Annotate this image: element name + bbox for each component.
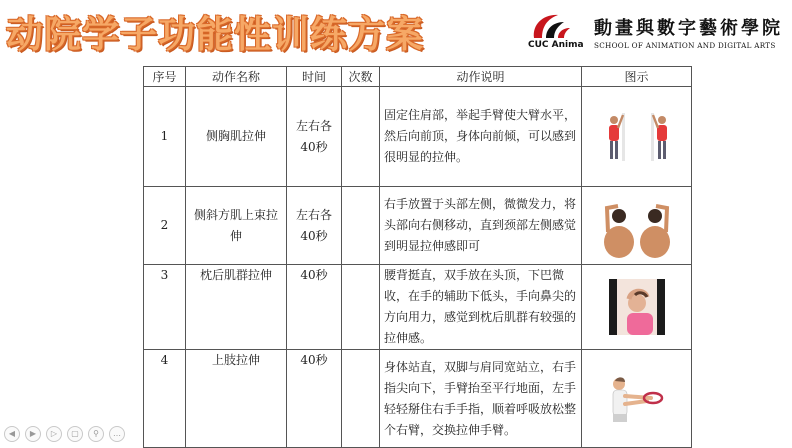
school-name-en: SCHOOL OF ANIMATION AND DIGITAL ARTS xyxy=(594,41,776,50)
exercise-time: 左右各 40秒 xyxy=(287,187,342,265)
chest-stretch-icon xyxy=(600,109,674,165)
exercise-description: 身体站直，双脚与肩同宽站立，右手指尖向下，手臂抬至平行地面，左手轻轻掰住右手手指，顺着呼吸放松整个右臂，交换拉伸手臂。 xyxy=(380,350,582,448)
exercise-description: 右手放置于头部左侧，微微发力，将头部向右侧移动，直到颈部左侧感觉到明显拉伸感即可 xyxy=(380,187,582,265)
table-row xyxy=(144,187,692,265)
school-name-cn: 動畫與數字藝術學院 xyxy=(594,18,783,39)
zoom-icon[interactable]: ⚲ xyxy=(88,426,104,442)
cuc-anima-logo-icon xyxy=(530,12,574,42)
row-number: 2 xyxy=(144,187,186,265)
exercise-illustration xyxy=(582,187,692,265)
exercise-time: 40秒 xyxy=(287,350,342,448)
training-table xyxy=(143,66,692,448)
row-number: 4 xyxy=(144,350,186,448)
exercise-name: 枕后肌群拉伸 xyxy=(186,265,287,350)
playback-toolbar xyxy=(4,426,125,442)
forearm-stretch-icon xyxy=(607,374,667,424)
exercise-illustration xyxy=(582,350,692,448)
row-number: 3 xyxy=(144,265,186,350)
more-icon[interactable]: … xyxy=(109,426,125,442)
exercise-name: 上肢拉伸 xyxy=(186,350,287,448)
next-icon[interactable]: ▷ xyxy=(46,426,62,442)
copy-icon[interactable]: ▢ xyxy=(67,426,83,442)
play-icon[interactable]: ▶ xyxy=(25,426,41,442)
header-reps: 次数 xyxy=(342,67,380,87)
header-number: 序号 xyxy=(144,67,186,87)
prev-icon[interactable]: ◀ xyxy=(4,426,20,442)
exercise-description: 腰背挺直，双手放在头顶，下巴微收，在手的辅助下低头，手向鼻尖的方向用力，感觉到枕后肌群有较强的拉伸感。 xyxy=(380,265,582,350)
school-logo xyxy=(528,12,786,54)
table-header-row xyxy=(144,67,692,87)
trapezius-stretch-icon xyxy=(602,194,672,258)
exercise-name: 侧胸肌拉伸 xyxy=(186,87,287,187)
row-number: 1 xyxy=(144,87,186,187)
exercise-illustration xyxy=(582,87,692,187)
exercise-reps xyxy=(342,265,380,350)
table-row xyxy=(144,87,692,187)
suboccipital-stretch-icon xyxy=(609,279,665,335)
exercise-reps xyxy=(342,87,380,187)
exercise-illustration xyxy=(582,265,692,350)
exercise-time: 左右各 40秒 xyxy=(287,87,342,187)
exercise-description: 固定住肩部，举起手臂使大臂水平，然后向前顶，身体向前倾，可以感到很明显的拉伸。 xyxy=(380,87,582,187)
table-row xyxy=(144,350,692,448)
header-name: 动作名称 xyxy=(186,67,287,87)
table-row xyxy=(144,265,692,350)
exercise-reps xyxy=(342,187,380,265)
exercise-time: 40秒 xyxy=(287,265,342,350)
exercise-reps xyxy=(342,350,380,448)
exercise-name: 侧斜方肌上束拉伸 xyxy=(186,187,287,265)
header-time: 时间 xyxy=(287,67,342,87)
header-illustration: 图示 xyxy=(582,67,692,87)
header-description: 动作说明 xyxy=(380,67,582,87)
slide-title: 动院学子功能性训练方案 xyxy=(6,13,424,56)
logo-cuc-text: CUC Anima xyxy=(528,40,584,50)
